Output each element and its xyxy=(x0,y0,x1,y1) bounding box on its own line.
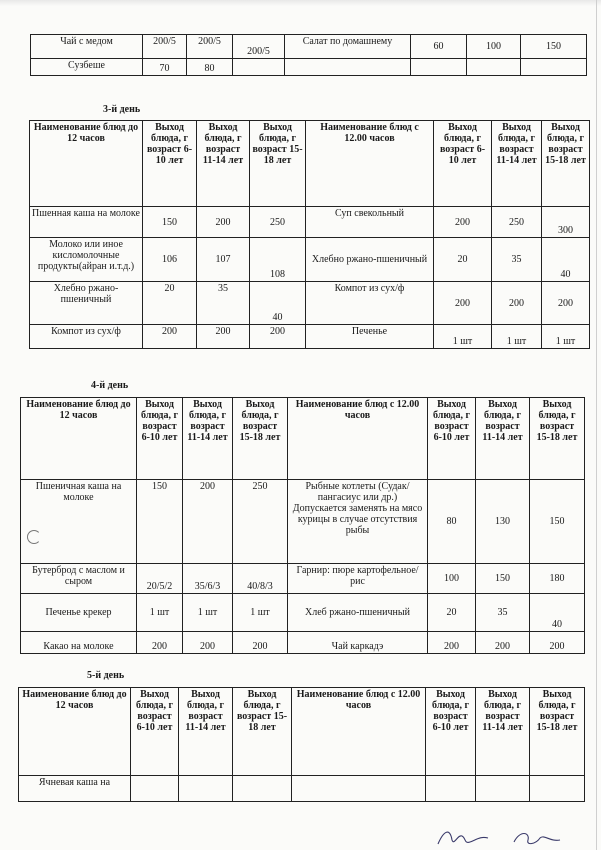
value-cell xyxy=(467,59,521,76)
value-cell: 20/5/2 xyxy=(137,564,183,594)
value-cell: 1 шт xyxy=(434,325,492,349)
dish-cell: Хлеб ржано-пшеничный xyxy=(288,594,428,632)
header-cell: Выход блюда, г возраст 6-10 лет xyxy=(434,121,492,207)
value-cell xyxy=(521,59,587,76)
value-cell xyxy=(530,776,585,802)
value-cell: 200 xyxy=(250,325,306,349)
top-table xyxy=(30,34,587,76)
table-row xyxy=(30,325,590,349)
day3-title: 3-й день xyxy=(103,104,141,115)
value-cell: 200 xyxy=(143,325,197,349)
value-cell: 200 xyxy=(542,282,590,325)
value-cell: 150 xyxy=(530,480,585,564)
signature-right xyxy=(510,828,566,848)
value-cell: 108 xyxy=(250,238,306,282)
value-cell: 200/5 xyxy=(233,35,285,59)
table-row xyxy=(30,207,590,238)
dish-cell: Пшенная каша на молоке xyxy=(30,207,143,238)
value-cell xyxy=(233,776,292,802)
value-cell xyxy=(426,776,476,802)
value-cell: 40 xyxy=(530,594,585,632)
table-row xyxy=(21,632,585,654)
value-cell: 200 xyxy=(197,207,250,238)
header-cell: Выход блюда, г возраст 6-10 лет xyxy=(137,398,183,480)
value-cell: 250 xyxy=(492,207,542,238)
day5-title: 5-й день xyxy=(87,670,125,681)
value-cell: 200 xyxy=(428,632,476,654)
header-cell: Выход блюда, г возраст 15-18 лет xyxy=(542,121,590,207)
value-cell: 80 xyxy=(187,59,233,76)
table-row xyxy=(30,282,590,325)
value-cell: 35/6/3 xyxy=(183,564,233,594)
dish-cell: Чай каркадэ xyxy=(288,632,428,654)
value-cell xyxy=(131,776,179,802)
dish-cell xyxy=(285,59,411,76)
value-cell: 250 xyxy=(250,207,306,238)
dish-cell: Чай с медом xyxy=(31,35,143,59)
header-row xyxy=(30,121,590,207)
value-cell: 150 xyxy=(521,35,587,59)
value-cell: 250 xyxy=(233,480,288,564)
value-cell: 70 xyxy=(143,59,187,76)
dish-cell: Печенье крекер xyxy=(21,594,137,632)
header-cell: Выход блюда, г возраст 15-18 лет xyxy=(233,688,292,776)
dish-cell: Молоко или иное кисломолочные продукты(айран и.т.д.) xyxy=(30,238,143,282)
dish-cell: Рыбные котлеты (Судак/пангасиус или др.) Допускается заменять на мясо курицы в случае отсутствия рыбы xyxy=(288,480,428,564)
dish-cell xyxy=(292,776,426,802)
header-cell: Выход блюда, г возраст 15-18 лет xyxy=(233,398,288,480)
header-cell: Выход блюда, г возраст 11-14 лет xyxy=(476,398,530,480)
table-row xyxy=(21,564,585,594)
value-cell: 20 xyxy=(434,238,492,282)
value-cell: 200/5 xyxy=(143,35,187,59)
value-cell: 200 xyxy=(492,282,542,325)
scan-right-edge xyxy=(596,0,597,850)
value-cell: 200 xyxy=(530,632,585,654)
value-cell: 1 шт xyxy=(233,594,288,632)
header-cell: Выход блюда, г возраст 6-10 лет xyxy=(143,121,197,207)
day3-table xyxy=(29,120,590,349)
dish-label: Пшеничная каша на молоке xyxy=(35,481,122,503)
header-cell: Наименование блюд до 12 часов xyxy=(21,398,137,480)
header-cell: Наименование блюд до 12 часов xyxy=(19,688,131,776)
day5-table xyxy=(18,687,585,802)
value-cell: 150 xyxy=(143,207,197,238)
dish-cell: Бутерброд с маслом и сыром xyxy=(21,564,137,594)
table-row xyxy=(31,59,587,76)
value-cell: 200 xyxy=(434,282,492,325)
value-cell: 200 xyxy=(137,632,183,654)
value-cell: 200 xyxy=(183,632,233,654)
value-cell: 40 xyxy=(250,282,306,325)
value-cell: 180 xyxy=(530,564,585,594)
value-cell: 107 xyxy=(197,238,250,282)
signature-left xyxy=(436,826,492,848)
value-cell: 300 xyxy=(542,207,590,238)
dish-cell: Хлебно ржано-пшеничный xyxy=(306,238,434,282)
value-cell xyxy=(476,776,530,802)
value-cell: 200 xyxy=(434,207,492,238)
value-cell: 1 шт xyxy=(492,325,542,349)
dish-cell: Суп свекольный xyxy=(306,207,434,238)
value-cell: 40/8/3 xyxy=(233,564,288,594)
value-cell: 60 xyxy=(411,35,467,59)
dish-cell xyxy=(21,480,137,564)
value-cell: 20 xyxy=(143,282,197,325)
value-cell: 1 шт xyxy=(137,594,183,632)
header-cell: Выход блюда, г возраст 15-18 лет xyxy=(530,398,585,480)
header-cell: Наименование блюд с 12.00 часов xyxy=(292,688,426,776)
day4-table xyxy=(20,397,585,654)
dish-cell: Компот из сух/ф xyxy=(30,325,143,349)
value-cell: 20 xyxy=(428,594,476,632)
dish-cell: Гарнир: пюре картофельное/рис xyxy=(288,564,428,594)
value-cell: 200 xyxy=(183,480,233,564)
dish-cell: Компот из сух/ф xyxy=(306,282,434,325)
day4-title: 4-й день xyxy=(91,380,129,391)
header-row xyxy=(19,688,585,776)
dish-cell: Какао на молоке xyxy=(21,632,137,654)
header-cell: Выход блюда, г возраст 15-18 лет xyxy=(250,121,306,207)
value-cell: 200 xyxy=(197,325,250,349)
value-cell: 35 xyxy=(476,594,530,632)
dish-cell: Салат по домашнему xyxy=(285,35,411,59)
header-cell: Выход блюда, г возраст 11-14 лет xyxy=(179,688,233,776)
header-row xyxy=(21,398,585,480)
header-cell: Наименование блюд с 12.00 часов xyxy=(306,121,434,207)
value-cell: 200/5 xyxy=(187,35,233,59)
value-cell: 35 xyxy=(492,238,542,282)
value-cell: 40 xyxy=(542,238,590,282)
header-cell: Наименование блюд с 12.00 часов xyxy=(288,398,428,480)
header-cell: Наименование блюд до 12 часов xyxy=(30,121,143,207)
header-cell: Выход блюда, г возраст 6-10 лет xyxy=(131,688,179,776)
value-cell: 80 xyxy=(428,480,476,564)
table-row xyxy=(31,35,587,59)
value-cell: 100 xyxy=(428,564,476,594)
value-cell: 150 xyxy=(476,564,530,594)
scan-edge xyxy=(0,0,601,6)
table-row xyxy=(19,776,585,802)
table-row xyxy=(21,594,585,632)
table-row xyxy=(30,238,590,282)
value-cell: 35 xyxy=(197,282,250,325)
value-cell: 100 xyxy=(467,35,521,59)
header-cell: Выход блюда, г возраст 11-14 лет xyxy=(476,688,530,776)
value-cell: 106 xyxy=(143,238,197,282)
dish-cell: Печенье xyxy=(306,325,434,349)
table-row xyxy=(21,480,585,564)
dish-cell: Ячневая каша на xyxy=(19,776,131,802)
dish-cell: Хлебно ржано-пшеничный xyxy=(30,282,143,325)
value-cell: 200 xyxy=(233,632,288,654)
header-cell: Выход блюда, г возраст 11-14 лет xyxy=(492,121,542,207)
header-cell: Выход блюда, г возраст 6-10 лет xyxy=(428,398,476,480)
header-cell: Выход блюда, г возраст 6-10 лет xyxy=(426,688,476,776)
value-cell: 130 xyxy=(476,480,530,564)
value-cell xyxy=(411,59,467,76)
header-cell: Выход блюда, г возраст 15-18 лет xyxy=(530,688,585,776)
header-cell: Выход блюда, г возраст 11-14 лет xyxy=(183,398,233,480)
value-cell xyxy=(179,776,233,802)
value-cell: 150 xyxy=(137,480,183,564)
scan-mark-icon xyxy=(27,530,41,544)
header-cell: Выход блюда, г возраст 11-14 лет xyxy=(197,121,250,207)
value-cell: 200 xyxy=(476,632,530,654)
dish-cell: Сузбеше xyxy=(31,59,143,76)
value-cell xyxy=(233,59,285,76)
value-cell: 1 шт xyxy=(542,325,590,349)
value-cell: 1 шт xyxy=(183,594,233,632)
